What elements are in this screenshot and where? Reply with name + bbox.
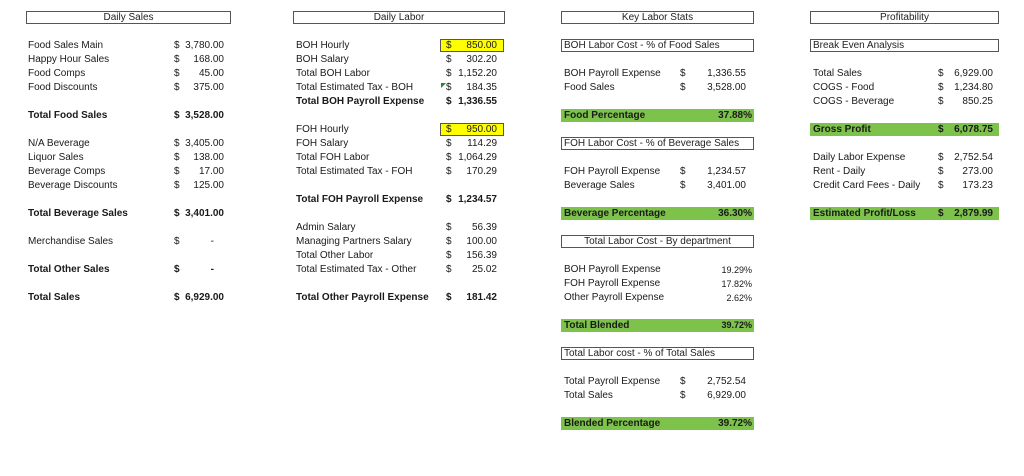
total-boh-payroll-row[interactable]: Total BOH Payroll Expense $ 1,336.55 [296, 96, 497, 107]
total-food-sales-row[interactable]: Total Food Sales $ 3,528.00 [28, 110, 224, 121]
stats-row[interactable]: BOH Payroll Expense $ 1,336.55 [564, 68, 746, 79]
sales-row[interactable]: Merchandise Sales $ - [28, 236, 214, 247]
total-foh-payroll-row[interactable]: Total FOH Payroll Expense $ 1,234.57 [296, 194, 497, 205]
labor-row[interactable]: Managing Partners Salary $ 100.00 [296, 236, 497, 247]
blended-percentage-row[interactable]: Blended Percentage 39.72% [561, 417, 754, 430]
total-beverage-sales-row[interactable]: Total Beverage Sales $ 3,401.00 [28, 208, 224, 219]
labor-row[interactable]: Total BOH Labor $ 1,152.20 [296, 68, 497, 79]
labor-row[interactable]: Total Estimated Tax - BOH $ 184.35 [296, 82, 497, 93]
daily-labor-header: Daily Labor [293, 11, 505, 24]
total-other-sales-row[interactable]: Total Other Sales $ - [28, 264, 214, 275]
sales-row[interactable]: Beverage Comps $ 17.00 [28, 166, 224, 177]
profitability-header: Profitability [810, 11, 999, 24]
labor-row-boh-hourly[interactable]: BOH Hourly $ 850.00 [296, 40, 497, 51]
foh-labor-cost-header: FOH Labor Cost - % of Beverage Sales [561, 137, 754, 150]
stats-row[interactable]: Other Payroll Expense 2.62% [564, 292, 752, 303]
stats-row[interactable]: BOH Payroll Expense 19.29% [564, 264, 752, 275]
daily-sales-header: Daily Sales [26, 11, 231, 24]
profit-row[interactable]: COGS - Beverage $ 850.25 [813, 96, 993, 107]
labor-by-department-header: Total Labor Cost - By department [561, 235, 754, 248]
total-blended-row[interactable]: Total Blended 39.72% [561, 319, 754, 332]
labor-pct-total-sales-header: Total Labor cost - % of Total Sales [561, 347, 754, 360]
stats-row[interactable]: Total Sales $ 6,929.00 [564, 390, 746, 401]
boh-labor-cost-header: BOH Labor Cost - % of Food Sales [561, 39, 754, 52]
labor-row[interactable]: Admin Salary $ 56.39 [296, 222, 497, 233]
beverage-percentage-row[interactable]: Beverage Percentage 36.30% [561, 207, 754, 220]
estimated-profit-loss-row[interactable]: Estimated Profit/Loss $ 2,879.99 [810, 207, 999, 220]
profit-row[interactable]: Credit Card Fees - Daily $ 173.23 [813, 180, 993, 191]
stats-row[interactable]: Beverage Sales $ 3,401.00 [564, 180, 746, 191]
labor-row-foh-hourly[interactable]: FOH Hourly $ 950.00 [296, 124, 497, 135]
sales-row[interactable]: Food Comps $ 45.00 [28, 68, 224, 79]
sales-row[interactable]: Food Sales Main $ 3,780.00 [28, 40, 224, 51]
sales-row[interactable]: Beverage Discounts $ 125.00 [28, 180, 224, 191]
labor-row[interactable]: FOH Salary $ 114.29 [296, 138, 497, 149]
stats-row[interactable]: FOH Payroll Expense $ 1,234.57 [564, 166, 746, 177]
stats-row[interactable]: FOH Payroll Expense 17.82% [564, 278, 752, 289]
labor-row[interactable]: Total FOH Labor $ 1,064.29 [296, 152, 497, 163]
profit-row[interactable]: Daily Labor Expense $ 2,752.54 [813, 152, 993, 163]
break-even-header: Break Even Analysis [810, 39, 999, 52]
total-other-payroll-row[interactable]: Total Other Payroll Expense $ 181.42 [296, 292, 497, 303]
sales-row[interactable]: Food Discounts $ 375.00 [28, 82, 224, 93]
labor-row[interactable]: BOH Salary $ 302.20 [296, 54, 497, 65]
profit-row[interactable]: COGS - Food $ 1,234.80 [813, 82, 993, 93]
labor-row[interactable]: Total Estimated Tax - FOH $ 170.29 [296, 166, 497, 177]
profit-row[interactable]: Rent - Daily $ 273.00 [813, 166, 993, 177]
food-percentage-row[interactable]: Food Percentage 37.88% [561, 109, 754, 122]
sales-row[interactable]: N/A Beverage $ 3,405.00 [28, 138, 224, 149]
profit-row[interactable]: Total Sales $ 6,929.00 [813, 68, 993, 79]
total-sales-row[interactable]: Total Sales $ 6,929.00 [28, 292, 224, 303]
stats-row[interactable]: Total Payroll Expense $ 2,752.54 [564, 376, 746, 387]
sales-row[interactable]: Happy Hour Sales $ 168.00 [28, 54, 224, 65]
sales-row[interactable]: Liquor Sales $ 138.00 [28, 152, 224, 163]
labor-row[interactable]: Total Estimated Tax - Other $ 25.02 [296, 264, 497, 275]
stats-row[interactable]: Food Sales $ 3,528.00 [564, 82, 746, 93]
labor-row[interactable]: Total Other Labor $ 156.39 [296, 250, 497, 261]
gross-profit-row[interactable]: Gross Profit $ 6,078.75 [810, 123, 999, 136]
key-labor-stats-header: Key Labor Stats [561, 11, 754, 24]
